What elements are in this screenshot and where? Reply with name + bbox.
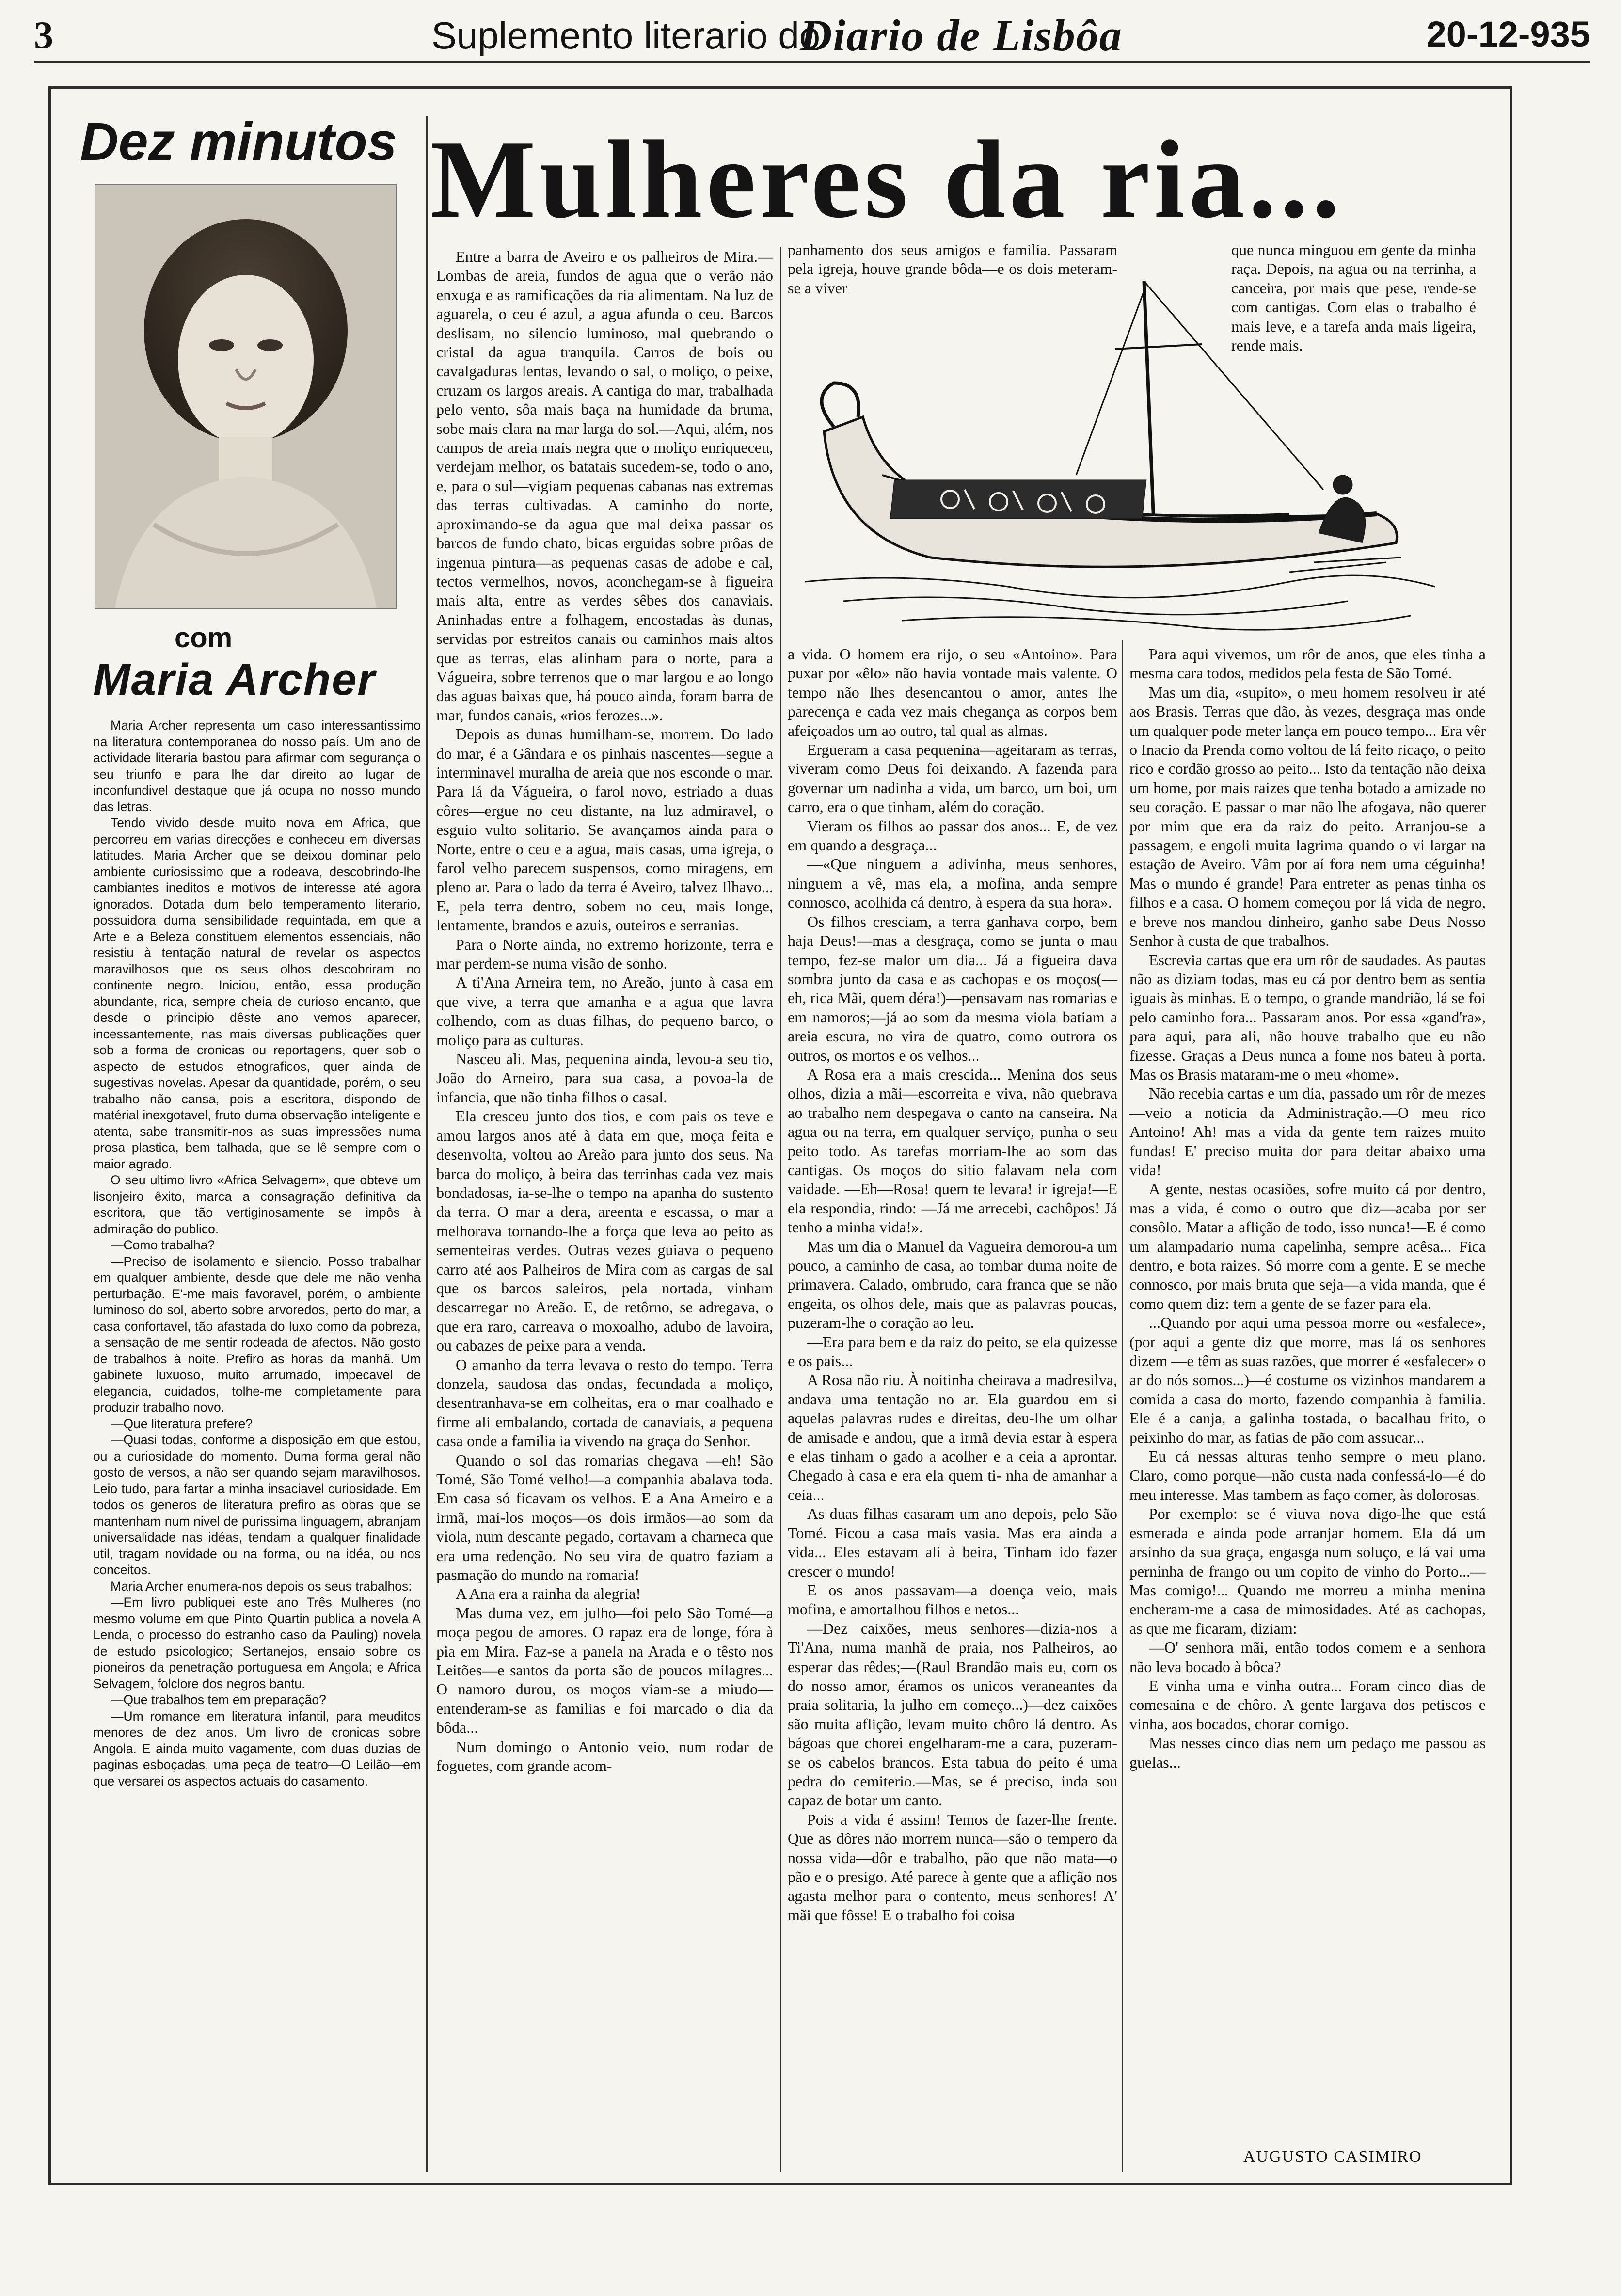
story-paragraph: que nunca minguou em gente da minha raça. Depois, na agua ou na terrinha, a canceira, por mais que pese, rende-se com cantigas. Com elas o trabalho é mais leve, e a tarefa anda mais ligeira, rende mais. <box>1231 241 1476 354</box>
interview-connector: com <box>175 622 233 654</box>
interview-paragraph: O seu ultimo livro «Africa Selvagem», que obteve um lisonjeiro êxito, marca a consagração definitiva da escritora, que tão vertiginosamente se impôs à admiração do publico. <box>93 1173 421 1236</box>
story-paragraph: Para aqui vivemos, um rôr de anos, que eles tinha a mesma cara todos, medidos pela festa de São Tomé. <box>1129 645 1486 682</box>
story-paragraph: Para o Norte ainda, no extremo horizonte, terra e mar perdem-se numa visão de sonho. <box>436 935 773 973</box>
story-paragraph: —O' senhora mãi, então todos comem e a senhora não leva bocado à bôca? <box>1129 1639 1486 1675</box>
story-paragraph: Pois a vida é assim! Temos de fazer-lhe frente. Que as dôres não morrem nunca—são o tempero da nossa vida—dôr e trabalho, pão que não mata—o pão e o presigo. Até parece à gente que a aflição nos agasta melhor para o contento, meus senhores! A' mãi que fôsse! E o trabalho foi coisa <box>788 1810 1117 1924</box>
story-paragraph: Ergueram a casa pequenina—ageitaram as terras, viveram como Deus foi deixando. A fazenda para governar um nadinha a vida, um barco, um boi, um carro, era o que tinham, além do coração. <box>788 741 1117 816</box>
issue-date: 20-12-935 <box>1426 14 1590 54</box>
story-author: AUGUSTO CASIMIRO <box>1243 2148 1422 2166</box>
story-paragraph: Entre a barra de Aveiro e os palheiros de Mira.—Lombas de areia, fundos de agua que o verão não enxuga e as ramificações da ria alimentam. Na luz de aguarela, o ceu é azul, a agua afunda o ceu. Barcos deslisam, no silencio luminoso, mal quebrando o cristal da agua tranquila. Carros de bois ou cavalgaduras lentas, levando o sal, o moliço, o peixe, cruzam os largos areais. A cantiga do mar, trabalhada pelo vento, sôa mais baça na humidade da bruma, sobe mais clara na mar larga do sol.—Aqui, além, nos campos de areia mais negra que o moliço enriqueceu, verdejam melhor, os batatais sucedem-se, todo o ano, e, para o sul—vigiam pequenas cabanas nas extremas das terras cultivadas. A caminho do norte, aproximando-se da agua que mal deixa passar os barcos de fundo chato, bicas erguidas sobre prôas de ingenua pintura—as pequenas casas de adobe e cal, tectos vermelhos, novos, aconchegam-se à figueira mais alta, entre as verdes sêbes dos canaviais. Aninhadas entre a folhagem, encostadas às dunas, servidas por estreitos canais ou caminhos mais altos que as terras, elas alinham para o norte, para a Vágueira, sobre terrenos que o mar largou e ao longo das aguas baixas que, há pouco ainda, foram barra de mar, fundos canais, «rios ferozes...». <box>436 248 773 724</box>
story-column-3-top <box>1231 240 1476 355</box>
story-title: Mulheres da ria... <box>430 117 1344 241</box>
story-paragraph: panhamento dos seus amigos e familia. Passaram pela igreja, houve grande bôda—e os dois meteram-se a viver <box>788 241 1117 297</box>
story-paragraph: O amanho da terra levava o resto do tempo. Terra donzela, saudosa das ondas, fecundada a moliço, desentranhava-se em colheitas, era o mar coalhado e firme ali embalando, cortada de canaviais, a pequena casa onde a familia ia vivendo na graça do Senhor. <box>436 1355 773 1450</box>
column-divider <box>780 247 781 2172</box>
page-number: 3 <box>34 14 53 57</box>
interview-body <box>93 718 421 1789</box>
story-paragraph: As duas filhas casaram um ano depois, pelo São Tomé. Ficou a casa mais vasia. Mas era ainda a vida... Eles estavam ali à beira, Tinham ido fazer crescer o mundo! <box>788 1505 1117 1580</box>
supplement-label: Suplemento literario do <box>431 14 821 57</box>
story-paragraph: —Dez caixões, meus senhores—dizia-nos a Ti'Ana, numa manhã de praia, nos Palheiros, ao esperar das rêdes;—(Raul Brandão mais eu, com os do nosso amor, éramos os unicos veraneantes da praia solitaria, la julho em começo...)—dez caixões são muita aflição, levam muito chôro lá dentro. As bágoas que chorei engelharam-me a cara, puzeram-se os cabelos brancos. Esta tabua do peito é uma pedra do cemiterio.—Mas, se é preciso, inda sou capaz de botar um canto. <box>788 1619 1117 1809</box>
interview-paragraph: —Em livro publiquei este ano Três Mulheres (no mesmo volume em que Pinto Quartin publica a novela A Lenda, o processo do estranho caso da Pauling) novela de estudo psicologico; Sertanejos, ensaio sobre os pioneiros da penetração portuguesa em Angola; e Africa Selvagem, folclore dos negros bantu. <box>93 1595 421 1691</box>
story-paragraph: A Rosa não riu. À noitinha cheirava a madresilva, andava uma tentação no ar. Ela guardou em si aquelas palavras rudes e direitas, deu-lhe um olhar de amisade e andou, que a irmã devia estar à espera e elas tinham o gado a acolher e a ceia a aprontar. Chegado à casa e era ela quem ti- nha de amanhar a ceia... <box>788 1371 1117 1503</box>
story-column-3 <box>1129 645 1486 1772</box>
story-paragraph: A Rosa era a mais crescida... Menina dos seus olhos, dizia a mãi—escorreita e viva, não quebrava ao trabalho nem despegava o canto na canseira. Na agua ou na terra, em qualquer serviço, punha o seu peito todo. As tarefas morriam-lhe ao som das cantigas. Os moços do sitio falavam nela com vaidade. —Eh—Rosa! quem te levara! ir igreja!—E ela respondia, rindo: —Já me arrecebi, cachôpos! Já tenho a minha vida!». <box>788 1065 1117 1236</box>
interview-title: Dez minutos <box>80 112 397 172</box>
story-paragraph: E vinha uma e vinha outra... Foram cinco dias de comesaina e de chôro. A gente largava dos petiscos e vinha, aos bocados, chorar comigo. <box>1129 1676 1486 1733</box>
interview-paragraph: —Preciso de isolamento e silencio. Posso trabalhar em qualquer ambiente, desde que dele me não venha perturbação. E'-me mais favoravel, porém, o ambiente luminoso do sol, aberto sobre arvoredos, perto do mar, a casa confortavel, tão afastada do luxo como da pobreza, a sensação de me sentir rodeada de afectos. Não gosto de trabalhos à noite. Prefiro as horas da manhã. Um gabinete luxuoso, muito arrumado, impecavel de elegancia, cuidados, tolhe-me completamente para produzir trabalho novo. <box>93 1254 421 1415</box>
story-paragraph: Os filhos cresciam, a terra ganhava corpo, bem haja Deus!—mas a desgraça, como se junta o mau tempo, fez-se malor um dia... Já a figueira dava sombra junto da casa e as cachopas e os moços(—eh, rica Mãi, quem déra!)—pensavam nas romarias e em namoros;—já ao som da mesma viola batiam a areia escura, no vira de quatro, como outrora os outros, os mortos e os velhos... <box>788 912 1117 1064</box>
story-paragraph: Mas nesses cinco dias nem um pedaço me passou as guelas... <box>1129 1734 1486 1771</box>
story-paragraph: Vieram os filhos ao passar dos anos... E, de vez em quando a desgraça... <box>788 817 1117 854</box>
story-column-1 <box>436 247 773 1776</box>
story-paragraph: ...Quando por aqui uma pessoa morre ou «esfalece», (por aqui a gente diz que morre, mas lá os senhores dizem —e têm as suas razões, que morrer é «esfalecer» o ar do nós somos...)—é costume os vizinhos mandarem a comida a casa do morto, fazendo companhia à familia. Ele é a canja, a galinha tostada, o bacalhau frito, o peixinho do mar, as fatias de pão com assucar... <box>1129 1314 1486 1446</box>
story-paragraph: A gente, nestas ocasiões, sofre muito cá por dentro, mas a vida, é como o outro que diz—acaba por ser consôlo. Matar a aflição de todo, isso nunca!—E é como um alampadario numa capelinha, sempre acêsa... Fica dentro, e bota raizes. Só morre com a gente. E se meche connosco, por mais bruta que seja—a vida manda, que é como quem diz: tem a gente de se fazer para ela. <box>1129 1180 1486 1312</box>
story-paragraph: A Ana era a rainha da alegria! <box>456 1585 641 1603</box>
story-column-2 <box>788 645 1117 1925</box>
story-paragraph: Nasceu ali. Mas, pequenina ainda, levou-a seu tio, João do Arneiro, para sua casa, a povoa-la de infancia, que não tinha filhos o casal. <box>436 1050 773 1106</box>
story-paragraph: Num domingo o Antonio veio, num rodar de foguetes, com grande acom- <box>436 1738 773 1775</box>
story-paragraph: Ela cresceu junto dos tios, e com pais os teve e amou largos anos até à data em que, moça feita e desenvolta, voltou ao Areão para junto dos seus. Na barca do moliço, à beira das terrinhas cada vez mais bondadosas, ia-se-lhe o tempo na apanha do sustento da terra. O mar a dera, areenta e escassa, o mar a melhorava tornando-lhe a força que leva ao peito as sementeiras verdes. Outras vezes guiava o pequeno carro até aos Palheiros de Mira com as cargas de sal que os barcos saleiros, pela nortada, vinham descarregar no Areão. E, de retôrno, se adregava, o que era raro, carreava o moxoalho, adubo de lavoira, ou cabazes de peixe para a venda. <box>436 1107 773 1355</box>
interview-paragraph: Maria Archer representa um caso interessantissimo na literatura contemporanea do nosso país. Um ano de actividade literaria bastou para afirmar com segurança o seu triunfo e para lhe dar direito ao lugar de inconfundivel destaque que já ocupa no nosso mundo das letras. <box>93 718 421 814</box>
story-paragraph: Mas um dia o Manuel da Vagueira demorou-a um pouco, a caminho de casa, ao tombar duma noite de primavera. Calado, ombrudo, cara franca que se não engeita, os olhos dele, mais que as palavras poucas, puzeram-lhe o coração ao leu. <box>788 1237 1117 1332</box>
story-paragraph: Não recebia cartas e um dia, passado um rôr de mezes—veio a noticia da Administração.—O meu rico Antoino! Ah! mas a vida da gente tem raizes muito fundas! E' preciso muita dor para deitar abaixo uma vida! <box>1129 1084 1486 1179</box>
newspaper-name: Diario de Lisbôa <box>800 11 1123 60</box>
interview-paragraph: —Como trabalha? <box>111 1238 215 1252</box>
story-paragraph: Por exemplo: se é viuva nova digo-lhe que está esmerada e ainda pode arranjar homem. Ela dá um arsinho da sua graça, engasga num soluço, e lá vai uma perninha de frango ou um copito de vinho do Porto...—Mas comigo!... Quando me morreu a minha menina encheram-me a casa de mimosidades. Até as cachopas, as que me ficaram, diziam: <box>1129 1505 1486 1637</box>
interview-paragraph: —Quasi todas, conforme a disposição em que estou, ou a curiosidade do momento. Duma forma geral não gosto de versos, a não ser quando sejam maravilhosos. Leio tudo, para fartar a minha insaciavel curiosidade. Em todos os generos de literatura prefiro as obras que se mantenham num nivel de purissima linguagem, abranjam universalidade nas idéas, tendam a qualquer finalidade util, tragam novidade ou na forma, ou na idéa, ou nos conceitos. <box>93 1433 421 1577</box>
story-paragraph: E os anos passavam—a doença veio, mais mofina, e amortalhou filhos e netos... <box>788 1581 1117 1618</box>
masthead <box>34 7 1590 63</box>
interview-paragraph: —Que trabalhos tem em preparação? <box>111 1692 326 1707</box>
column-divider <box>426 116 428 2172</box>
interviewee-name: Maria Archer <box>93 655 376 704</box>
interview-paragraph: —Que literatura prefere? <box>111 1416 253 1431</box>
interview-paragraph: Tendo vivido desde muito nova em Africa, que percorreu em varias direcções e conheceu em diversas latitudes, Maria Archer que se deixou dominar pelo ambiente curiosissimo que a rodeava, descobrindo-lhe cambiantes ineditos e motivos de interesse até agora ignorados. Dotada dum belo temperamento literario, possuidora duma sensibilidade requintada, em que a Arte e a Beleza constituem elementos essenciais, não resistiu à tentação natural de revelar os aspectos maravilhosos que os seus olhos descobriram no continente negro. Iniciou, então, essa produção abundante, rica, sempre cheia de curioso encanto, que desde o principio dêste ano vemos aparecer, incessantemente, nas mais diversas publicações quer sob a forma de cronicas ou reportagens, quer sob o aspecto de estudos etnograficos, quer ainda de sugestivas novelas. Apesar da quantidade, porém, o seu trabalho não cansa, pois a escritora, dispondo de matérial inexgotavel, fruto duma observação inteligente e atenta, sabe transmitir-nos as suas impressões numa prosa plastica, bem talhada, que se lê sempre com o maior agrado. <box>93 815 421 1171</box>
story-paragraph: Mas um dia, «supito», o meu homem resolveu ir até aos Brasis. Terras que dão, às vezes, desgraça mas onde um qualquer pode meter lança em pouco tempo... Era vêr o Inacio da Prenda como voltou de lá feito ricaço, o peito rico e cordão grosso ao peito... Isto da tentação não deixa um home, por mais raizes que tenha botado a amizade no seu coração. E passar o mar não lhe afogava, não querer por mim que era da raiz do peito. Arranjou-se a passagem, e engoli muita lagrima quando o vi largar na estação de Aveiro. Vâm por aí fora nem uma céguinha! Mas o mundo é grande! Para entreter as penas tinha os filhos e a casa. O homem começou por lá vida de negro, e breve nos mandou dinheiro, ganho sabe Deus Nosso Senhor à custa de que trabalhos. <box>1129 683 1486 950</box>
story-paragraph: Eu cá nessas alturas tenho sempre o meu plano. Claro, como porque—não custa nada confessá-lo—é do meu interesse. Mas tambem as faço comer, às dolorosas. <box>1129 1448 1486 1503</box>
story-paragraph: Escrevia cartas que era um rôr de saudades. As pautas não as diziam todas, mas eu cá por dentro bem as sentia iguais às minhas. E o tempo, o grande mandrião, lá se foi pelo caminho fora... Passaram anos. Por essa «gand'ra», para aqui, para ali, não houve trabalho que eu não fizesse. Graças a Deus nunca a fome nos bateu à porta. Mas os Brasis mataram-me o meu «home». <box>1129 951 1486 1083</box>
story-paragraph: Mas duma vez, em julho—foi pelo São Tomé—a moça pegou de amores. O rapaz era de longe, fóra à pia em Mira. Faz-se a panela na Arada e o têsto nos Leitões—e santos da porta são de poucos milagres... O namoro durou, os moços viam-se a miudo—entenderam-se as familias e foi marcado o dia da bôda... <box>436 1604 773 1737</box>
story-column-2-top <box>788 240 1117 298</box>
story-paragraph: Depois as dunas humilham-se, morrem. Do lado do mar, é a Gândara e os pinhais nascentes—segue a interminavel muralha de areia que nos esconde o mar. Para lá da Vágueira, o farol novo, estriado a duas côres—ergue no ceu distante, na luz admiravel, o esguio vulto solitario. Se avançamos ainda para o Norte, entre o ceu e a agua, mais casas, uma igreja, o farol velho parecem suspensos, como miragens, em pleno ar. Para o lado da terra é Aveiro, talvez Ilhavo... E, pela terra dentro, sobem no ceu, mais longe, lentamente, brandos e azuis, outeiros e serranias. <box>436 725 773 934</box>
column-divider <box>1122 640 1123 2172</box>
story-paragraph: —«Que ninguem a adivinha, meus senhores, ninguem a vê, mas ela, a mofina, anda sempre connosco, acolhida cá dentro, à espera da sua hora». <box>788 855 1117 911</box>
story-paragraph: A ti'Ana Arneira tem, no Areão, junto à casa em que vive, a terra que amanha e a agua que lavra colhendo, com as duas filhas, do pequeno barco, o moliço para as culturas. <box>436 973 773 1049</box>
interview-paragraph: —Um romance em literatura infantil, para meuditos menores de dez anos. Um livro de cronicas sobre Angola. E ainda muito vagamente, com duas duzias de paginas esboçadas, uma peça de teatro—O Leilão—em que versarei os aspectos actuais do casamento. <box>93 1708 421 1788</box>
story-paragraph: a vida. O homem era rijo, o seu «Antoino». Para puxar por «êlo» não havia vontade mais valente. O tempo não lhes desencantou o amor, antes lhe parecença e cada vez mais chegança as corpos bem afeiçoados um ao outro, tal qual as almas. <box>788 645 1117 739</box>
interview-paragraph: Maria Archer enumera-nos depois os seus trabalhos: <box>111 1578 412 1594</box>
story-paragraph: Quando o sol das romarias chegava —eh! São Tomé, São Tomé velho!—a companhia abalava toda. Em casa só ficavam os velhos. E a Ana Arneiro e a irmã, mai-los moços—os dois irmãos—ao som da viola, num descante pegado, cortavam a charneca que era uma redenção. No seu vira de quatro faziam a pasmação do mundo na romaria! <box>436 1451 773 1584</box>
author-portrait <box>95 184 397 609</box>
story-paragraph: —Era para bem e da raiz do peito, se ela quizesse e os pais... <box>788 1333 1117 1370</box>
